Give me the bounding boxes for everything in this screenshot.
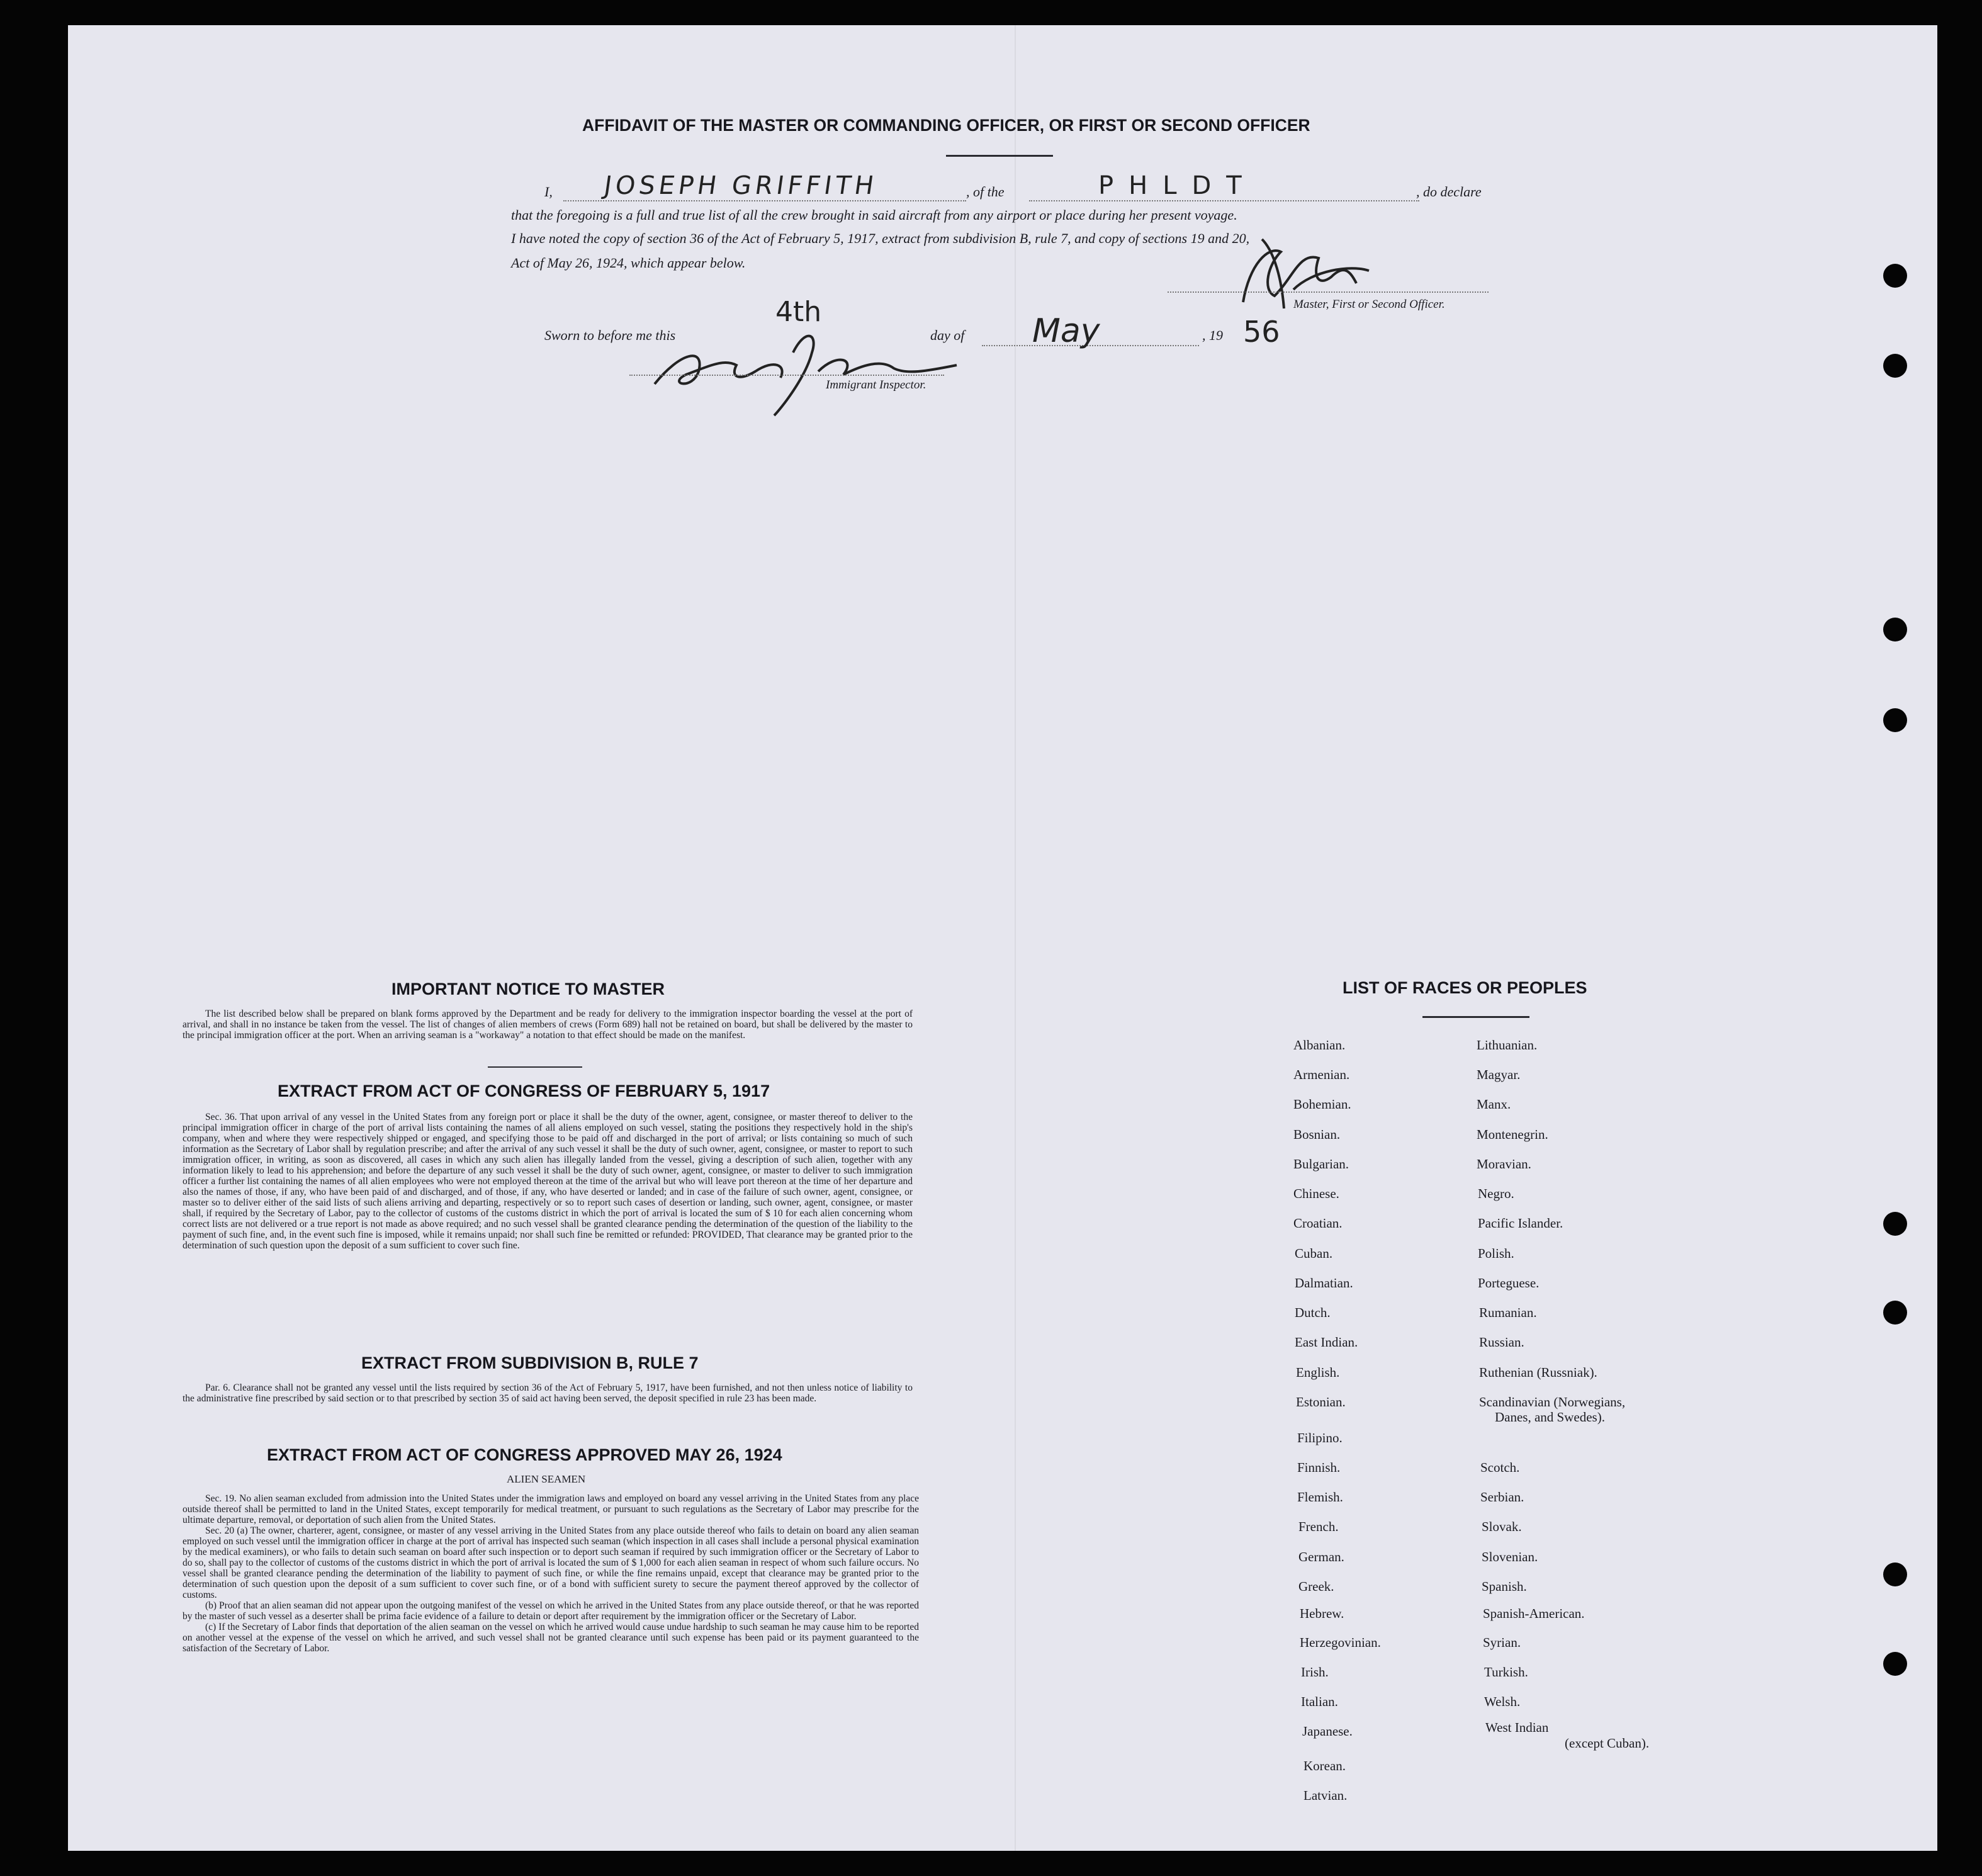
race-item: Slovak. bbox=[1482, 1519, 1522, 1534]
sec-20a-paragraph: Sec. 20 (a) The owner, charterer, agent, consignee, or master of any vessel arriving in the United States from any place outside thereof who fails to detain on board any alien seaman employed on such vessel until the immigration officer in charge at the port of arrival has inspected such seaman (which inspection in all cases shall include a personal physical examination by the medical examiners), or who fails to detain such seaman on board after such inspection or to deport such seaman if required by such immigration officer or the Secretary of Labor to do so, shall pay to the collector of customs of the customs district in which the port of arrival is located the sum of $ 1,000 for each alien seaman in respect of whom such failure occurs. No vessel shall be granted clearance pending the determination of the liability to payment of such fine, or while the fine remains unpaid, except that clearance may be granted prior to the determination of such question upon the deposit of a sum sufficient to cover such fine, or of a bond with sufficient surety to secure the payment thereof approved by the collector of customs. bbox=[183, 1525, 919, 1600]
race-item: Magyar. bbox=[1477, 1067, 1521, 1082]
affidavit-line-2: that the foregoing is a full and true list of all the crew brought in said aircraft from any airport or place during her present voyage. bbox=[511, 207, 1237, 223]
race-item: Moravian. bbox=[1477, 1156, 1531, 1172]
binder-hole bbox=[1883, 618, 1907, 641]
rule7-paragraph: Par. 6. Clearance shall not be granted any vessel until the lists required by section 36 of the Act of February 5, 1917, have been furnished, and not then unless notice of liability to the administrative fine prescribed by said section or to that prescribed by section 35 of said act having been served, the deposit specified in rule 23 has been made. bbox=[183, 1382, 913, 1404]
rule7-text bbox=[183, 1382, 913, 1404]
year-prefix: , 19 bbox=[1202, 327, 1223, 343]
race-item: Syrian. bbox=[1483, 1635, 1521, 1650]
binder-hole bbox=[1883, 354, 1907, 378]
sec-20b-paragraph: (b) Proof that an alien seaman did not appear upon the outgoing manifest of the vessel on which he arrived in the United States from any place outside thereof, or that he was reported by the master of such vessel as a deserter shall be prima facie evidence of a failure to detain or deport after requirement by the immigration officer or the Secretary of Labor. bbox=[183, 1600, 919, 1622]
race-item: English. bbox=[1296, 1365, 1340, 1380]
race-item: Scandinavian (Norwegians, bbox=[1479, 1394, 1626, 1410]
inspector-caption: Immigrant Inspector. bbox=[826, 378, 926, 392]
race-item: (except Cuban). bbox=[1565, 1736, 1650, 1751]
extract-1917-text bbox=[183, 1112, 913, 1251]
extract-1924-text bbox=[183, 1493, 919, 1654]
rule7-title: EXTRACT FROM SUBDIVISION B, RULE 7 bbox=[361, 1353, 699, 1372]
race-item: Scotch. bbox=[1480, 1460, 1520, 1475]
affidavit-title: AFFIDAVIT OF THE MASTER OR COMMANDING OFFICER, OR FIRST OR SECOND OFFICER bbox=[582, 116, 1310, 135]
affidavit-line-3: I have noted the copy of section 36 of the Act of February 5, 1917, extract from subdivision B, rule 7, and copy of sections 19 and 20, bbox=[511, 230, 1250, 246]
race-item: Estonian. bbox=[1296, 1394, 1346, 1410]
race-item: Spanish. bbox=[1482, 1579, 1527, 1594]
extract-1917-paragraph: Sec. 36. That upon arrival of any vessel in the United States from any foreign port or place it shall be the duty of the owner, agent, consignee, or master thereof to deliver to the principal immigration officer in charge of the port of arrival lists containing the names of all aliens employed on such vessel, stating the positions they respectively hold in the ship's company, when and where they were respectively shipped or engaged, and specifying those to be paid off and discharged in the port of arrival; or lists containing so much of such information as the Secretary of Labor shall by regulation prescribe; and after the arrival of any such vessel it shall be the duty of such owner, agent, consignee, or master to report to such immigration officer, in writing, as soon as discovered, all cases in which any such alien has illegally landed from the vessel, giving a description of such alien, together with any information likely to lead to his apprehension; and before the departure of any such vessel it shall be the duty of such owner, agent, consignee, or master to deliver to such immigration officer a further list containing the names of all alien employees who were not employed thereon at the time of the arrival but who will leave port thereon at the time of her departure and also the names of those, if any, who have been paid of and discharged, and of those, if any, who have deserted or landed; and in case of the failure of such owner, agent, consignee, or master so to deliver either of the said lists of such aliens arriving and departing, respectively or so to report such cases of desertion or landing, such owner, agent, consignee, or master shall, if required by the Secretary of Labor, pay to the collector of customs of the customs district in which the port of arrival is located the sum of $ 10 for each alien concerning whom correct lists are not delivered or a true report is not made as above required; and no such vessel shall be granted clearance pending the determination of the question of the liability to the payment of such fine, and, in the event such fine is imposed, while it remains unpaid; nor shall such fine be remitted or refunded: PROVIDED, That clearance may be granted prior to the determination of such question upon the deposit of a sum sufficient to cover such fine. bbox=[183, 1112, 913, 1251]
race-item: West Indian bbox=[1485, 1720, 1549, 1735]
binder-hole bbox=[1883, 1212, 1907, 1236]
race-item: Hebrew. bbox=[1300, 1606, 1344, 1621]
vessel-line bbox=[1029, 200, 1419, 201]
binder-hole bbox=[1883, 264, 1907, 288]
race-item: Bohemian. bbox=[1293, 1097, 1351, 1112]
handwritten-month: May bbox=[1032, 312, 1100, 350]
race-item: Pacific Islander. bbox=[1478, 1216, 1563, 1231]
signature-line bbox=[1168, 291, 1489, 293]
race-item: East Indian. bbox=[1295, 1335, 1358, 1350]
race-item: Negro. bbox=[1478, 1186, 1514, 1201]
race-item: Greek. bbox=[1298, 1579, 1334, 1594]
race-item: Japanese. bbox=[1302, 1724, 1353, 1739]
race-item: Russian. bbox=[1479, 1335, 1524, 1350]
name-line bbox=[563, 200, 966, 201]
race-item: Ruthenian (Russniak). bbox=[1479, 1365, 1597, 1380]
race-item: Cuban. bbox=[1295, 1246, 1333, 1261]
race-item: Chinese. bbox=[1293, 1186, 1339, 1201]
races-title-rule bbox=[1422, 1016, 1529, 1018]
race-item: French. bbox=[1298, 1519, 1339, 1534]
affidavit-i-label: I, bbox=[544, 184, 553, 200]
handwritten-day: 4th bbox=[775, 296, 822, 328]
binder-hole bbox=[1883, 1652, 1907, 1676]
race-item: Danes, and Swedes). bbox=[1495, 1410, 1605, 1425]
day-of-label: day of bbox=[930, 327, 965, 343]
race-item: Bosnian. bbox=[1293, 1127, 1341, 1142]
extract-1924-title: EXTRACT FROM ACT OF CONGRESS APPROVED MAY 26, 1924 bbox=[267, 1445, 782, 1464]
race-item: Croatian. bbox=[1293, 1216, 1343, 1231]
do-declare-label: , do declare bbox=[1416, 184, 1482, 200]
handwritten-vessel: PHLDT bbox=[1098, 171, 1257, 200]
race-item: Porteguese. bbox=[1478, 1275, 1540, 1291]
binder-hole bbox=[1883, 708, 1907, 732]
affidavit-line-4: Act of May 26, 1924, which appear below. bbox=[511, 255, 746, 271]
extract-1924-subtitle: ALIEN SEAMEN bbox=[507, 1473, 586, 1485]
race-item: Armenian. bbox=[1293, 1067, 1350, 1082]
races-title: LIST OF RACES OR PEOPLES bbox=[1343, 978, 1587, 997]
signature-caption: Master, First or Second Officer. bbox=[1293, 298, 1445, 311]
race-item: Latvian. bbox=[1304, 1788, 1348, 1803]
race-item: Finnish. bbox=[1297, 1460, 1341, 1475]
race-item: Serbian. bbox=[1480, 1489, 1524, 1505]
binder-hole bbox=[1883, 1301, 1907, 1325]
race-item: Italian. bbox=[1301, 1694, 1338, 1709]
race-item: Turkish. bbox=[1484, 1664, 1528, 1680]
notice-text bbox=[183, 1009, 913, 1041]
race-item: Manx. bbox=[1477, 1097, 1511, 1112]
notice-paragraph: The list described below shall be prepared on blank forms approved by the Department and be ready for delivery to the immigration inspector boarding the vessel at the port of arrival, and shall in no instance be taken from the vessel. The list of changes of alien members of crews (Form 689) hall not be retained on board, but shall be delivered by the master to the principal immigration officer at the port. When an arriving seaman is a "workaway" a notation to that effect should be made on the manifest. bbox=[183, 1009, 913, 1041]
affidavit-title-rule bbox=[946, 155, 1053, 157]
race-item: Bulgarian. bbox=[1293, 1156, 1349, 1172]
binder-hole bbox=[1883, 1562, 1907, 1586]
handwritten-name: JOSEPH GRIFFITH bbox=[602, 171, 880, 200]
race-item: Slovenian. bbox=[1482, 1549, 1538, 1564]
center-fold bbox=[1015, 25, 1016, 1851]
sec-19-paragraph: Sec. 19. No alien seaman excluded from admission into the United States under the immigration laws and employed on board any vessel arriving in the United States from any place outside thereof shall be permitted to land in the United States, except temporarily for medical treatment, or pursuant to such regulations as the Secretary of Labor may prescribe for the ultimate departure, removal, or deportation of such alien from the United States. bbox=[183, 1493, 919, 1525]
race-item: Welsh. bbox=[1484, 1694, 1521, 1709]
inspector-signature bbox=[629, 315, 982, 422]
race-item: Lithuanian. bbox=[1477, 1037, 1538, 1053]
race-item: Filipino. bbox=[1297, 1430, 1343, 1445]
sworn-label: Sworn to before me this bbox=[544, 327, 676, 343]
extract-1917-title: EXTRACT FROM ACT OF CONGRESS OF FEBRUARY 5, 1917 bbox=[278, 1082, 770, 1100]
race-item: Irish. bbox=[1301, 1664, 1329, 1680]
race-item: Rumanian. bbox=[1479, 1305, 1537, 1320]
race-item: Albanian. bbox=[1293, 1037, 1346, 1053]
race-item: German. bbox=[1298, 1549, 1344, 1564]
race-item: Korean. bbox=[1304, 1758, 1346, 1773]
notice-rule bbox=[488, 1066, 582, 1068]
race-item: Dalmatian. bbox=[1295, 1275, 1353, 1291]
race-item: Spanish-American. bbox=[1483, 1606, 1585, 1621]
handwritten-year: 56 bbox=[1243, 315, 1280, 349]
race-item: Dutch. bbox=[1295, 1305, 1331, 1320]
of-the-label: , of the bbox=[966, 184, 1005, 200]
race-item: Flemish. bbox=[1297, 1489, 1343, 1505]
inspector-line bbox=[629, 375, 944, 376]
sec-20c-paragraph: (c) If the Secretary of Labor finds that deportation of the alien seaman on the vessel on which he arrived would cause undue hardship to such seaman he may cause him to be reported on another vessel at the expense of the vessel on which he arrived, and such vessel shall not be granted clearance until such expense has been paid or its payment guaranteed to the satisfaction of the Secretary of Labor. bbox=[183, 1622, 919, 1654]
race-item: Montenegrin. bbox=[1477, 1127, 1548, 1142]
race-item: Herzegovinian. bbox=[1300, 1635, 1381, 1650]
race-item: Polish. bbox=[1478, 1246, 1514, 1261]
notice-title: IMPORTANT NOTICE TO MASTER bbox=[391, 980, 665, 998]
